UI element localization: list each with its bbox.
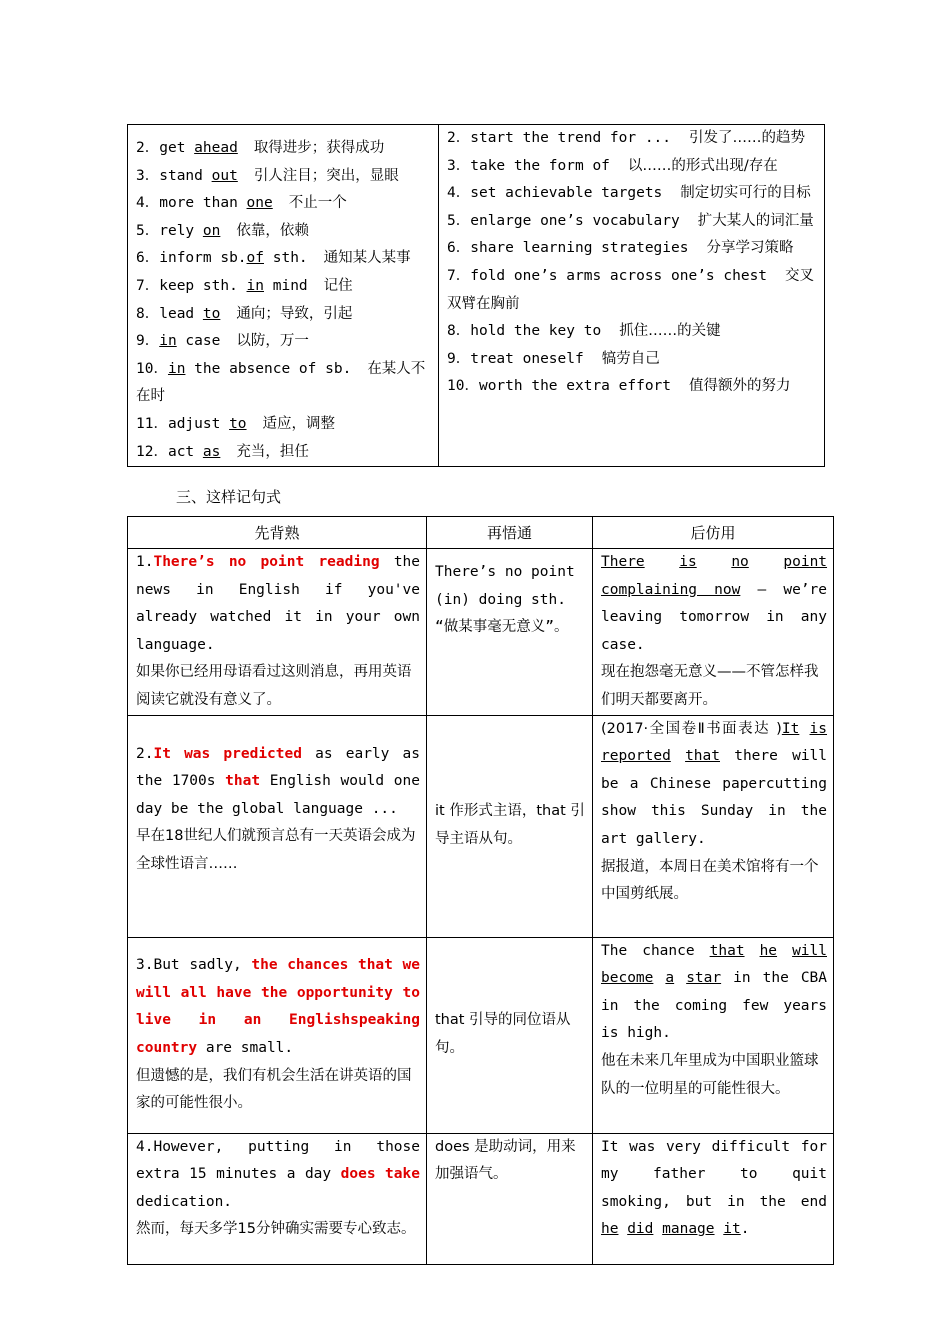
table-row — [128, 937, 834, 1133]
note-text: that 引导的同位语从句。 — [435, 1012, 571, 1057]
sentence-text: . — [740, 1221, 750, 1238]
phrase-text: 9． — [136, 333, 160, 350]
phrase-meaning: 充当，担任 — [236, 443, 309, 460]
blank-word: did — [627, 1221, 654, 1238]
phrase-text: 7．fold one’s arms across one’s chest — [447, 267, 768, 284]
blank-word: is — [679, 554, 697, 570]
blank-word: he — [601, 1221, 619, 1238]
blank-word: a — [665, 970, 675, 987]
phrase-text: 8．lead — [136, 305, 203, 322]
phrase-item — [136, 328, 432, 356]
phrase-text: 9．treat oneself — [447, 350, 584, 367]
phrase-text: 11．adjust — [136, 415, 230, 432]
phrase-text: 8．hold the key to — [447, 323, 602, 340]
phrase-text: 3．stand — [136, 167, 212, 184]
phrase-meaning: 扩大某人的词汇量 — [697, 212, 814, 229]
phrase-meaning: 以……的形式出现/存在 — [627, 157, 778, 174]
phrase-keyword: in — [246, 277, 264, 294]
phrases-table — [127, 124, 825, 467]
phrase-item — [447, 180, 818, 208]
sentence-text: the news in English if you've already watched it in your own language. — [136, 554, 421, 653]
sentence-translation: 然而，每天多学15分钟确实需要专心致志。 — [136, 1221, 416, 1238]
key-structure: the chances that we will all have the opportunity to live in an Englishspeaking country — [136, 957, 420, 1057]
sentence-text: in the CBA in the coming few years is high. — [601, 970, 828, 1042]
phrase-meaning: 在某人不在时 — [136, 360, 426, 405]
phrase-item — [447, 373, 818, 401]
phrase-text: mind — [264, 277, 308, 294]
phrase-keyword: ahead — [194, 140, 238, 156]
table-row — [128, 1133, 834, 1264]
phrase-text: 2．start the trend for ... — [447, 130, 672, 146]
blank-word: There — [601, 554, 645, 570]
sentence-text: there will be a Chinese papercutting show this Sunday in the art gallery. — [601, 748, 828, 847]
note-text: There’s no point (in) doing sth. “做某事毫无意义”。 — [435, 564, 575, 636]
phrase-text: 5．rely — [136, 222, 203, 239]
blank-word: point — [783, 554, 828, 570]
phrase-text: 4．more than — [136, 195, 247, 212]
blank-word: it — [723, 1221, 741, 1238]
grammar-note — [427, 1133, 593, 1264]
sentence-table — [127, 516, 834, 1265]
phrase-meaning: 通知某人某事 — [323, 250, 411, 267]
key-structure: does take — [340, 1166, 420, 1183]
phrase-item — [136, 190, 432, 218]
phrase-text: 5．enlarge one’s vocabulary — [447, 212, 680, 229]
phrase-item — [447, 318, 818, 346]
phrase-meaning: 不止一个 — [288, 195, 347, 212]
blank-word: manage — [662, 1221, 715, 1238]
blank-word: become — [601, 970, 654, 987]
blank-word: no — [731, 554, 749, 570]
table-row — [128, 549, 834, 716]
header-imitate: 后仿用 — [593, 517, 834, 549]
phrase-meaning: 取得进步；获得成功 — [253, 140, 385, 156]
phrase-meaning: 值得额外的努力 — [689, 378, 791, 395]
imitation-sentence — [593, 715, 834, 937]
phrase-meaning: 引发了……的趋势 — [689, 130, 806, 146]
phrase-keyword: in — [159, 333, 177, 350]
grammar-note — [427, 715, 593, 937]
phrase-item — [447, 153, 818, 181]
phrase-meaning: 分享学习策略 — [706, 240, 794, 257]
phrases-right-cell — [439, 125, 825, 467]
sentence-translation: 但遗憾的是，我们有机会生活在讲英语的国家的可能性很小。 — [136, 1067, 412, 1112]
sentence-text: dedication. — [136, 1193, 233, 1210]
item-number: 4. — [136, 1138, 154, 1155]
sentence-text: English would one day be the global language ... — [136, 773, 420, 817]
phrase-text: 10．worth the extra effort — [447, 378, 672, 395]
sentence-translation: 据报道，本周日在美术馆将有一个中国剪纸展。 — [601, 858, 819, 903]
phrase-item — [136, 245, 432, 273]
phrase-text: 2．get — [136, 140, 195, 156]
grammar-note — [427, 549, 593, 716]
phrase-item — [136, 356, 432, 411]
key-structure: There’s no point reading — [153, 554, 380, 570]
phrase-meaning: 制定切实可行的目标 — [680, 185, 811, 202]
phrase-meaning: 以防，万一 — [236, 333, 309, 350]
imitation-sentence — [593, 549, 834, 716]
blank-word: he — [759, 942, 778, 959]
example-sentence — [128, 549, 427, 716]
phrase-text: 6．inform sb. — [136, 250, 247, 267]
phrase-item — [136, 411, 432, 439]
phrase-text: 12．act — [136, 443, 203, 460]
grammar-note — [427, 937, 593, 1133]
blank-word: complaining now — [601, 581, 741, 598]
header-memorize: 先背熟 — [128, 517, 427, 549]
phrase-text: 10． — [136, 360, 168, 377]
sentence-text: But sadly, — [153, 957, 252, 974]
phrase-keyword: to — [202, 305, 221, 322]
imitation-sentence — [593, 1133, 834, 1264]
example-sentence — [128, 715, 427, 937]
imitation-sentence — [593, 937, 834, 1133]
sentence-text: are small. — [197, 1040, 294, 1057]
phrase-item — [136, 135, 432, 163]
phrase-keyword: one — [246, 195, 273, 212]
sentence-translation: 早在18世纪人们就预言总有一天英语会成为全球性语言…… — [136, 828, 416, 872]
phrase-item — [447, 263, 818, 318]
blank-word: that — [709, 942, 745, 959]
phrase-item — [447, 125, 818, 153]
phrase-meaning: 引人注目；突出，显眼 — [253, 167, 399, 184]
phrase-meaning: 抓住……的关键 — [619, 323, 721, 340]
note-text: does 是助动词，用来加强语气。 — [435, 1138, 576, 1183]
phrase-text: sth. — [264, 250, 308, 267]
sentence-text: as early as the 1700s — [136, 745, 420, 790]
item-number: 2. — [136, 745, 154, 762]
blank-word: star — [686, 970, 722, 987]
example-sentence — [128, 937, 427, 1133]
example-sentence — [128, 1133, 427, 1264]
blank-word: is — [809, 720, 827, 737]
blank-word: It — [781, 720, 800, 737]
sentence-text: — we’re leaving tomorrow in any case. — [601, 581, 827, 653]
phrase-text: 4．set achievable targets — [447, 185, 663, 202]
item-number: 1. — [136, 554, 154, 570]
table-row — [128, 715, 834, 937]
phrase-text: 6．share learning strategies — [447, 240, 689, 257]
blank-word: reported — [601, 748, 671, 765]
phrase-text: 7．keep sth. — [136, 277, 247, 294]
phrase-text: case — [176, 333, 221, 350]
phrase-meaning: 适应，调整 — [262, 415, 336, 432]
section-heading: 三、这样记句式 — [176, 488, 282, 506]
phrase-keyword: on — [202, 222, 221, 239]
sentence-text: The chance — [601, 942, 710, 959]
phrase-meaning: 通向；导致，引起 — [236, 305, 353, 322]
phrase-keyword: out — [211, 167, 238, 184]
phrase-text: 3．take the form of — [447, 157, 610, 174]
phrase-item — [136, 163, 432, 191]
phrases-left-cell — [128, 125, 439, 467]
phrase-meaning: 记住 — [323, 277, 353, 294]
phrase-text: the absence of sb. — [185, 360, 352, 377]
phrase-item — [447, 208, 818, 236]
sentence-translation: 如果你已经用母语看过这则消息，再用英语阅读它就没有意义了。 — [136, 664, 412, 708]
key-structure: that — [225, 773, 261, 790]
phrase-item — [136, 439, 432, 467]
phrase-keyword: to — [229, 415, 247, 432]
source-note: (2017·全国卷Ⅱ书面表达 ) — [601, 720, 782, 737]
phrase-keyword: as — [202, 443, 221, 460]
header-understand: 再悟通 — [427, 517, 593, 549]
phrase-item — [447, 346, 818, 374]
blank-word: will — [792, 942, 827, 959]
key-structure: It was predicted — [153, 745, 302, 762]
phrase-meaning: 依靠，依赖 — [236, 222, 309, 239]
item-number: 3. — [136, 957, 154, 974]
phrase-meaning: 交叉双臂在胸前 — [447, 267, 815, 312]
phrase-meaning: 犒劳自己 — [601, 350, 660, 367]
sentence-text: However, putting in those extra 15 minutes a day — [136, 1138, 420, 1183]
phrase-keyword: of — [246, 250, 264, 267]
sentence-translation: 现在抱怨毫无意义——不管怎样我们明天都要离开。 — [601, 664, 819, 708]
blank-word: that — [685, 748, 720, 765]
phrase-item — [136, 218, 432, 246]
phrase-item — [447, 235, 818, 263]
sentence-translation: 他在未来几年里成为中国职业篮球队的一位明星的可能性很大。 — [601, 1052, 819, 1097]
note-text: it 作形式主语，that 引导主语从句。 — [435, 803, 585, 848]
phrase-item — [136, 301, 432, 329]
table-header-row — [128, 517, 834, 549]
sentence-text: It was very difficult for my father to quit smoking, but in the end — [601, 1138, 827, 1210]
phrase-item — [136, 273, 432, 301]
phrase-keyword: in — [167, 360, 186, 377]
